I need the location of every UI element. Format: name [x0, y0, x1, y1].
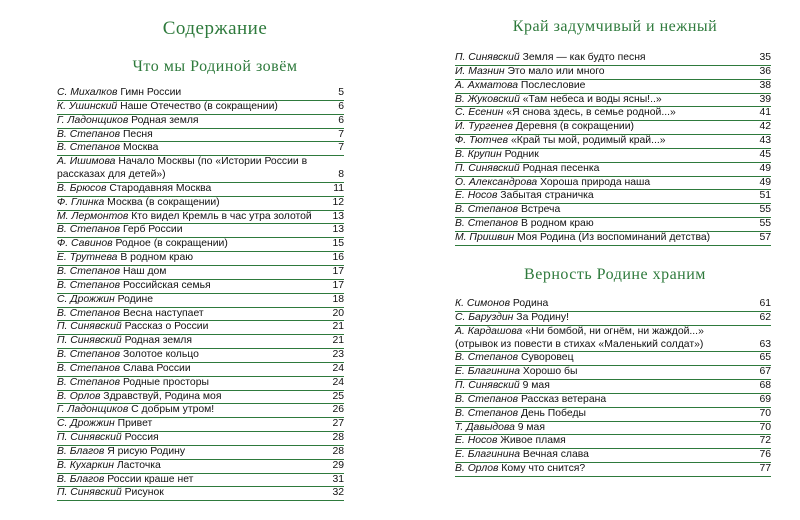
entry-author: К. Ушинский: [57, 100, 118, 112]
toc-entry: [57, 115, 344, 129]
entry-author: В. Степанов: [57, 376, 121, 388]
toc-entry: [57, 238, 344, 252]
toc-entry-text: [455, 204, 771, 217]
entry-title: В родном краю: [520, 218, 594, 230]
entry-title: Кто видел Кремль в час утра золотой: [131, 210, 312, 222]
toc-entry-text: [57, 101, 344, 114]
toc-entry: [455, 380, 771, 394]
entry-author: Ф. Глинка: [57, 196, 105, 208]
entry-title: Моя Родина (Из воспоминаний детства): [516, 231, 711, 243]
toc-entry: [57, 224, 344, 238]
entry-title: Россия: [124, 432, 159, 444]
entry-title: Родная песенка: [522, 162, 600, 174]
entry-page-number: 27: [332, 418, 344, 430]
entry-page-number: 25: [332, 390, 344, 402]
entry-page-number: 65: [759, 352, 771, 364]
entry-page-number: 29: [332, 459, 344, 471]
toc-entry-text: [455, 94, 771, 107]
toc-entry: [455, 232, 771, 246]
entry-page-number: 70: [759, 407, 771, 419]
entry-page-number: 77: [759, 463, 771, 475]
entry-title: День Победы: [520, 407, 586, 419]
entry-title: Родная земля: [131, 114, 199, 126]
toc-entry: [57, 101, 344, 115]
toc-entry: [57, 87, 344, 101]
entry-title: Рисунок: [124, 487, 164, 499]
toc-entry: [455, 190, 771, 204]
entry-author: О. Александрова: [455, 176, 538, 188]
entry-page-number: 32: [332, 487, 344, 499]
toc-entry-text: [455, 449, 771, 462]
entry-title: Живое пламя: [500, 435, 566, 447]
toc-entry: [455, 204, 771, 218]
toc-entry: [455, 408, 771, 422]
entry-page-number: 13: [332, 210, 344, 222]
entry-title: С добрым утром!: [131, 404, 215, 416]
entry-title: «Край ты мой, родимый край...»: [510, 135, 666, 147]
toc-entry-text: [455, 422, 771, 435]
entry-title: Родине: [117, 293, 154, 305]
entry-author: П. Синявский: [57, 487, 122, 499]
toc-entry-text: [455, 163, 771, 176]
toc-entry-text: [455, 190, 771, 203]
toc-entry-text: [455, 463, 771, 476]
entry-title: Родные просторы: [122, 376, 209, 388]
entry-title: Рассказ ветерана: [520, 393, 607, 405]
entry-author: С. Есенин: [455, 107, 504, 119]
entry-title: «Я снова здесь, в семье родной...»: [506, 107, 676, 119]
toc-entry-text: [57, 335, 344, 348]
toc-entry: [57, 156, 344, 183]
entry-author: Ф. Тютчев: [455, 135, 509, 147]
toc-entry: [57, 335, 344, 349]
toc-entry-text: [57, 129, 344, 142]
entry-author: Г. Ладонщиков: [57, 114, 129, 126]
entry-title: Суворовец: [520, 352, 574, 364]
entry-page-number: 55: [759, 204, 771, 216]
entry-author: П. Синявский: [57, 432, 122, 444]
entry-author: В. Степанов: [57, 224, 121, 236]
toc-entry-text: [455, 312, 771, 325]
toc-entry: [455, 135, 771, 149]
toc-entry: [455, 352, 771, 366]
entry-author: В. Степанов: [57, 307, 121, 319]
entry-title: Деревня (в сокращении): [515, 121, 635, 133]
entry-page-number: 24: [332, 362, 344, 374]
entry-page-number: 20: [332, 307, 344, 319]
toc-entry: [455, 312, 771, 326]
toc-entry-text: [57, 280, 344, 293]
toc-entry: [455, 449, 771, 463]
entry-author: В. Степанов: [455, 352, 519, 364]
toc-entry: [455, 66, 771, 80]
toc-entry: [57, 266, 344, 280]
entry-author: Е. Благинина: [455, 449, 521, 461]
entry-title: «Там небеса и воды ясны!..»: [522, 93, 662, 105]
toc-entry: [455, 394, 771, 408]
entry-title: 9 мая: [517, 421, 545, 433]
entry-author: А. Ишимова: [57, 156, 116, 168]
toc-entry-text: [57, 115, 344, 128]
entry-title: Родина: [512, 298, 549, 309]
toc-entry: [455, 94, 771, 108]
entry-page-number: 49: [759, 176, 771, 188]
toc-entry: [57, 391, 344, 405]
entry-page-number: 61: [759, 298, 771, 309]
toc-entry: [57, 321, 344, 335]
entry-title: Гимн России: [120, 87, 182, 98]
entry-page-number: 63: [759, 338, 771, 350]
entry-page-number: 23: [332, 349, 344, 361]
entry-author: В. Жуковский: [455, 93, 520, 105]
entry-title: Хороша природа наша: [540, 176, 651, 188]
entry-page-number: 5: [338, 87, 344, 98]
entry-author: П. Синявский: [57, 321, 122, 333]
entry-title: Встреча: [520, 204, 561, 216]
entry-author: Ф. Савинов: [57, 238, 113, 250]
entry-page-number: 16: [332, 252, 344, 264]
entry-title: Хорошо бы: [522, 366, 578, 378]
entry-page-number: 28: [332, 432, 344, 444]
entry-page-number: 67: [759, 366, 771, 378]
entry-page-number: 7: [338, 142, 344, 154]
entry-title: Я рисую Родину: [107, 445, 186, 457]
toc-entry: [455, 177, 771, 191]
toc-entry-text: [455, 218, 771, 231]
entry-page-number: 39: [759, 93, 771, 105]
toc-entry: [455, 422, 771, 436]
entry-title: Весна наступает: [122, 307, 204, 319]
toc-entry: [57, 142, 344, 156]
entry-title: Рассказ о России: [124, 321, 209, 333]
entry-title: Это мало или много: [507, 65, 605, 77]
entry-title: Золотое кольцо: [122, 349, 199, 361]
entry-author: С. Баруздин: [455, 311, 514, 323]
entry-page-number: 7: [338, 128, 344, 140]
entry-title: 9 мая: [522, 380, 550, 392]
toc-entry: [57, 349, 344, 363]
entry-title: Песня: [122, 128, 153, 140]
toc-entry-text: [57, 487, 344, 500]
toc-entry: [57, 308, 344, 322]
entry-title: «Ни бомбой, ни огнём, ни жаждой...» (отрывок из повести в стихах «Маленький солдат»): [455, 325, 704, 350]
entry-title: России краше нет: [107, 473, 194, 485]
section-title: Край задумчивый и нежный: [512, 18, 718, 35]
entry-author: А. Ахматова: [455, 79, 519, 91]
entry-author: Е. Благинина: [455, 366, 521, 378]
toc-entry-text: [57, 363, 344, 376]
toc-entry: [455, 149, 771, 163]
entry-title: Наш дом: [122, 265, 167, 277]
entry-page-number: 24: [332, 376, 344, 388]
entry-author: П. Синявский: [455, 380, 520, 392]
entry-author: В. Степанов: [455, 204, 519, 216]
entry-page-number: 6: [338, 100, 344, 112]
entry-page-number: 31: [332, 473, 344, 485]
entry-author: В. Брюсов: [57, 182, 107, 194]
entry-title: В родном краю: [120, 252, 194, 264]
toc-entry: [57, 363, 344, 377]
toc-entry: [455, 163, 771, 177]
toc-entry: [455, 121, 771, 135]
toc-entry-text: [57, 321, 344, 334]
toc-entry-text: [57, 156, 344, 182]
toc-entry-text: [57, 460, 344, 473]
entry-page-number: 41: [759, 107, 771, 119]
entry-page-number: 12: [332, 196, 344, 208]
entry-title: Привет: [117, 418, 153, 430]
toc-entry-text: [57, 308, 344, 321]
entry-page-number: 6: [338, 114, 344, 126]
entry-title: Москва: [122, 142, 159, 154]
toc-entry: [57, 487, 344, 501]
entry-page-number: 72: [759, 435, 771, 447]
toc-entry: [57, 252, 344, 266]
toc-entry-text: [57, 224, 344, 237]
toc-list-section-1: [57, 87, 344, 501]
entry-author: Е. Трутнева: [57, 252, 118, 264]
toc-entry: [455, 435, 771, 449]
section-title: Что мы Родиной зовём: [132, 58, 298, 75]
entry-title: Начало Москвы (по «Истории России в рассказах для детей»): [57, 156, 308, 181]
entry-page-number: 15: [332, 238, 344, 250]
entry-title: Москва (в сокращении): [107, 196, 220, 208]
entry-page-number: 21: [332, 335, 344, 347]
toc-entry-text: [455, 107, 771, 120]
entry-page-number: 55: [759, 218, 771, 230]
entry-title: Вечная слава: [522, 449, 589, 461]
toc-entry: [57, 211, 344, 225]
entry-author: С. Михалков: [57, 87, 118, 98]
toc-entry-text: [455, 394, 771, 407]
entry-title: Ласточка: [116, 459, 161, 471]
toc-entry: [57, 377, 344, 391]
toc-entry: [455, 52, 771, 66]
entry-author: К. Симонов: [455, 298, 511, 309]
entry-author: А. Кардашова: [455, 325, 523, 337]
entry-title: За Родину!: [516, 311, 569, 323]
entry-author: В. Орлов: [455, 463, 499, 475]
entry-author: И. Мазнин: [455, 65, 505, 77]
toc-entry: [455, 326, 771, 353]
entry-author: М. Пришвин: [455, 231, 515, 243]
entry-page-number: 11: [333, 182, 344, 194]
toc-entry: [57, 460, 344, 474]
entry-page-number: 36: [759, 65, 771, 77]
toc-entry-text: [57, 183, 344, 196]
entry-page-number: 17: [332, 265, 344, 277]
entry-author: С. Дрожжин: [57, 418, 115, 430]
toc-entry-text: [455, 352, 771, 365]
entry-page-number: 21: [332, 321, 344, 333]
toc-entry-text: [57, 446, 344, 459]
entry-title: Слава России: [122, 362, 191, 374]
entry-author: П. Синявский: [57, 335, 122, 347]
entry-title: Родная земля: [124, 335, 192, 347]
toc-entry-text: [57, 474, 344, 487]
entry-author: И. Тургенев: [455, 121, 513, 133]
toc-entry-text: [57, 197, 344, 210]
toc-entry-text: [57, 404, 344, 417]
toc-entry: [455, 107, 771, 121]
entry-page-number: 62: [759, 311, 771, 323]
toc-entry-text: [57, 377, 344, 390]
toc-entry: [455, 366, 771, 380]
toc-entry: [57, 404, 344, 418]
toc-entry-text: [455, 366, 771, 379]
entry-author: П. Синявский: [455, 52, 520, 63]
toc-entry-text: [455, 52, 771, 65]
entry-title: Кому что снится?: [501, 463, 586, 475]
toc-entry: [57, 280, 344, 294]
entry-title: Наше Отечество (в сокращении): [120, 100, 278, 112]
entry-page-number: 17: [332, 279, 344, 291]
entry-title: Родное (в сокращении): [115, 238, 228, 250]
entry-title: Стародавняя Москва: [109, 182, 212, 194]
entry-title: Послесловие: [520, 79, 586, 91]
entry-title: Герб России: [122, 224, 183, 236]
toc-entry-text: [57, 418, 344, 431]
entry-page-number: 49: [759, 162, 771, 174]
toc-entry-text: [57, 266, 344, 279]
toc-list-section-3: [455, 298, 771, 477]
entry-page-number: 68: [759, 380, 771, 392]
entry-author: Е. Носов: [455, 190, 498, 202]
section-title: Верность Родине храним: [524, 266, 706, 283]
entry-page-number: 18: [332, 293, 344, 305]
toc-entry: [455, 463, 771, 477]
toc-entry-text: [455, 149, 771, 162]
toc-entry: [57, 432, 344, 446]
entry-author: С. Дрожжин: [57, 293, 115, 305]
entry-title: Забытая страничка: [500, 190, 594, 202]
toc-entry-text: [455, 135, 771, 148]
entry-title: Российская семья: [122, 279, 211, 291]
entry-page-number: 42: [759, 121, 771, 133]
toc-entry-text: [455, 380, 771, 393]
entry-page-number: 69: [759, 393, 771, 405]
entry-author: В. Благов: [57, 445, 105, 457]
entry-page-number: 38: [759, 79, 771, 91]
entry-page-number: 70: [759, 421, 771, 433]
toc-entry-text: [455, 298, 771, 311]
toc-entry-text: [455, 435, 771, 448]
toc-entry: [57, 183, 344, 197]
entry-author: В. Степанов: [57, 265, 121, 277]
entry-author: В. Степанов: [57, 362, 121, 374]
entry-author: В. Степанов: [57, 142, 121, 154]
toc-entry: [57, 474, 344, 488]
entry-author: В. Крупин: [455, 148, 502, 160]
toc-entry-text: [57, 391, 344, 404]
toc-entry-text: [455, 66, 771, 79]
entry-author: В. Степанов: [455, 218, 519, 230]
toc-entry: [57, 446, 344, 460]
entry-author: В. Степанов: [57, 349, 121, 361]
entry-page-number: 8: [338, 169, 344, 181]
toc-entry-text: [455, 177, 771, 190]
entry-title: Здравствуй, Родина моя: [103, 390, 222, 402]
toc-entry-text: [57, 238, 344, 251]
entry-page-number: 43: [759, 135, 771, 147]
entry-author: В. Благов: [57, 473, 105, 485]
contents-title: Содержание: [162, 18, 268, 39]
toc-entry: [455, 80, 771, 94]
entry-title: Родник: [504, 148, 539, 160]
toc-entry-text: [455, 80, 771, 93]
toc-entry: [455, 298, 771, 312]
toc-entry-text: [57, 87, 344, 100]
entry-page-number: 76: [759, 449, 771, 461]
entry-title: Земля — как будто песня: [522, 52, 646, 63]
toc-entry-text: [57, 211, 344, 224]
entry-author: Г. Ладонщиков: [57, 404, 129, 416]
entry-author: В. Степанов: [455, 407, 519, 419]
entry-author: Т. Давыдова: [455, 421, 515, 433]
entry-page-number: 26: [332, 404, 344, 416]
toc-entry-text: [455, 408, 771, 421]
entry-page-number: 28: [332, 445, 344, 457]
entry-page-number: 35: [759, 52, 771, 63]
entry-author: В. Степанов: [57, 128, 121, 140]
toc-entry-text: [455, 232, 771, 245]
entry-author: Е. Носов: [455, 435, 498, 447]
toc-entry-text: [455, 326, 771, 352]
toc-entry-text: [57, 252, 344, 265]
toc-entry: [57, 294, 344, 308]
entry-author: В. Степанов: [455, 393, 519, 405]
entry-page-number: 51: [759, 190, 771, 202]
toc-entry: [57, 197, 344, 211]
toc-entry-text: [57, 142, 344, 155]
toc-entry-text: [57, 349, 344, 362]
entry-author: В. Орлов: [57, 390, 101, 402]
entry-author: В. Степанов: [57, 279, 121, 291]
entry-author: В. Кухаркин: [57, 459, 114, 471]
toc-entry: [57, 418, 344, 432]
toc-entry-text: [455, 121, 771, 134]
entry-author: М. Лермонтов: [57, 210, 129, 222]
entry-page-number: 13: [332, 224, 344, 236]
entry-page-number: 57: [759, 231, 771, 243]
toc-list-section-2: [455, 52, 771, 246]
toc-entry: [455, 218, 771, 232]
toc-entry-text: [57, 432, 344, 445]
toc-entry: [57, 129, 344, 143]
entry-author: П. Синявский: [455, 162, 520, 174]
toc-entry-text: [57, 294, 344, 307]
entry-page-number: 45: [759, 148, 771, 160]
